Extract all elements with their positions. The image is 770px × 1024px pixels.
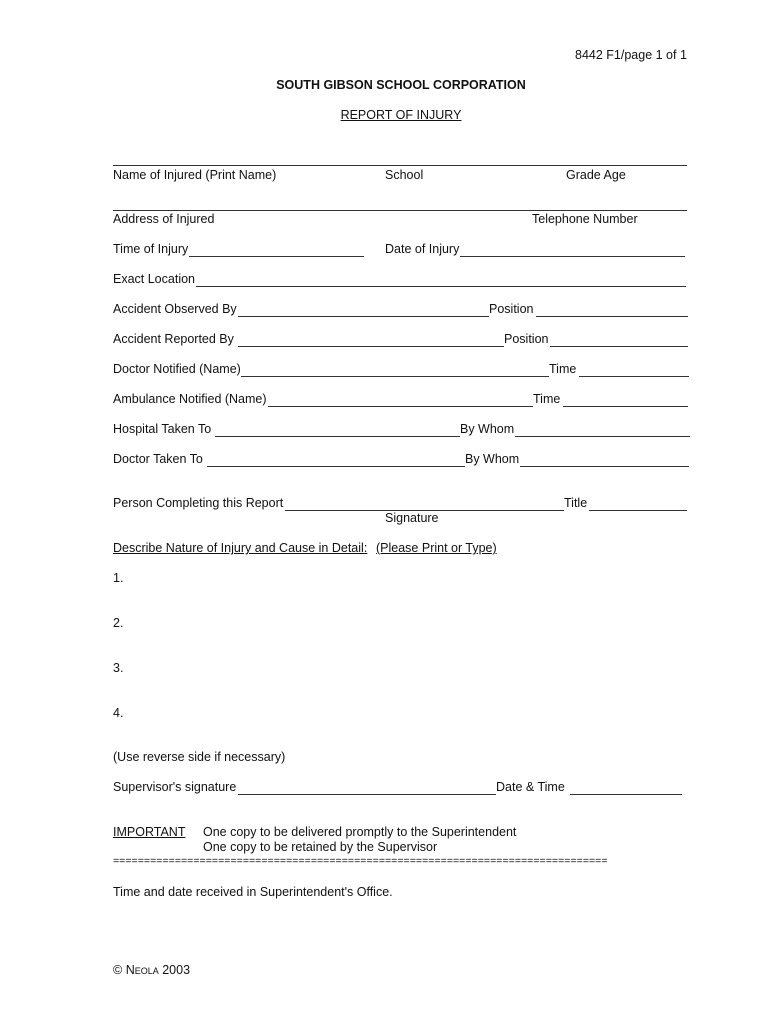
position-label-1: Position	[489, 302, 534, 316]
accident-observed-by-field[interactable]	[238, 316, 489, 317]
by-whom-field-1[interactable]	[515, 436, 690, 437]
doctor-taken-to-label: Doctor Taken To	[113, 452, 203, 466]
title-field[interactable]	[589, 510, 687, 511]
description-item-4[interactable]: 4.	[113, 706, 124, 720]
hospital-taken-to-label: Hospital Taken To	[113, 422, 212, 436]
time-field-1[interactable]	[579, 376, 689, 377]
supervisor-signature-field[interactable]	[238, 794, 496, 795]
description-item-3[interactable]: 3.	[113, 661, 124, 675]
accident-observed-by-label: Accident Observed By	[113, 302, 237, 316]
date-time-label: Date & Time	[496, 780, 565, 794]
name-school-grade-line[interactable]	[113, 165, 687, 166]
time-of-injury-field[interactable]	[189, 256, 364, 257]
time-label-2: Time	[533, 392, 561, 406]
grade-age-label: Grade Age	[566, 168, 626, 182]
address-telephone-line[interactable]	[113, 210, 687, 211]
doctor-notified-label: Doctor Notified (Name)	[113, 362, 241, 376]
time-field-2[interactable]	[563, 406, 688, 407]
date-of-injury-label: Date of Injury	[385, 242, 460, 256]
copyright-year: 2003	[162, 963, 191, 977]
supervisor-signature-label: Supervisor's signature	[113, 780, 237, 794]
person-completing-label: Person Completing this Report	[113, 496, 284, 510]
exact-location-label: Exact Location	[113, 272, 195, 286]
name-of-injured-label: Name of Injured (Print Name)	[113, 168, 277, 182]
by-whom-field-2[interactable]	[520, 466, 689, 467]
address-of-injured-label: Address of Injured	[113, 212, 215, 226]
telephone-number-label: Telephone Number	[532, 212, 638, 226]
brand-name: Neola	[125, 963, 159, 977]
accident-reported-by-field[interactable]	[238, 346, 504, 347]
time-of-injury-label: Time of Injury	[113, 242, 189, 256]
position-label-2: Position	[504, 332, 549, 346]
description-heading: Describe Nature of Injury and Cause in Detail:	[113, 541, 368, 555]
accident-reported-by-label: Accident Reported By	[113, 332, 234, 346]
doctor-notified-field[interactable]	[241, 376, 549, 377]
signature-caption: Signature	[385, 511, 439, 525]
ambulance-notified-field[interactable]	[268, 406, 533, 407]
separator-line: ================================================================================	[113, 855, 608, 867]
doctor-taken-to-field[interactable]	[207, 466, 465, 467]
hospital-taken-to-field[interactable]	[215, 436, 460, 437]
reverse-side-note: (Use reverse side if necessary)	[113, 750, 286, 764]
important-line-1: One copy to be delivered promptly to the Superintendent	[203, 825, 517, 839]
form-number: 8442 F1/page 1 of 1	[575, 48, 687, 62]
important-line-2: One copy to be retained by the Supervisor	[203, 840, 438, 854]
date-time-field[interactable]	[570, 794, 682, 795]
position-field-2[interactable]	[550, 346, 688, 347]
important-label: IMPORTANT	[113, 825, 186, 839]
school-label: School	[385, 168, 424, 182]
exact-location-field[interactable]	[196, 286, 686, 287]
copyright-symbol: ©	[113, 963, 123, 977]
by-whom-label-2: By Whom	[465, 452, 520, 466]
form-title: REPORT OF INJURY	[340, 108, 462, 122]
description-item-1[interactable]: 1.	[113, 571, 124, 585]
by-whom-label-1: By Whom	[460, 422, 515, 436]
copyright-footer	[113, 963, 190, 978]
title-label: Title	[564, 496, 588, 510]
position-field-1[interactable]	[536, 316, 688, 317]
description-item-2[interactable]: 2.	[113, 616, 124, 630]
time-label-1: Time	[549, 362, 577, 376]
received-note: Time and date received in Superintendent's Office.	[113, 885, 393, 899]
ambulance-notified-label: Ambulance Notified (Name)	[113, 392, 267, 406]
date-of-injury-field[interactable]	[460, 256, 685, 257]
description-heading-note: (Please Print or Type)	[376, 541, 497, 555]
organization-title: SOUTH GIBSON SCHOOL CORPORATION	[276, 78, 526, 92]
